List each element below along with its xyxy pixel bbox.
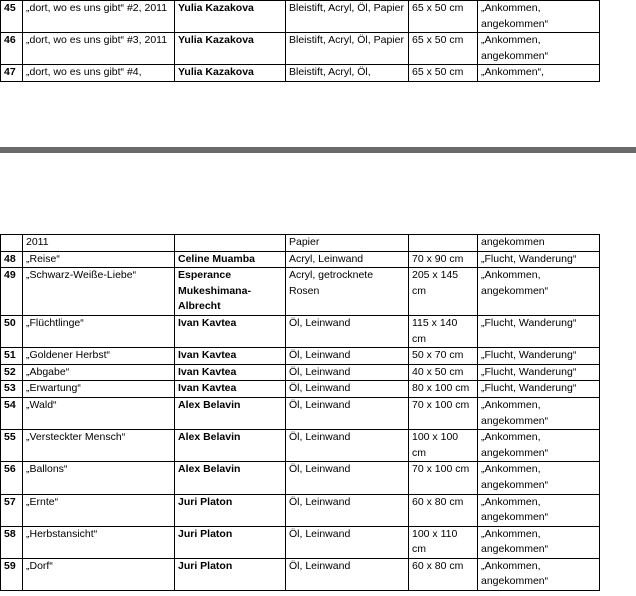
cell-technique: Acryl, Leinwand [286,251,409,268]
cell-artist: Ivan Kavtea [175,315,286,347]
cell-artist: Alex Belavin [175,397,286,429]
cell-number: 49 [1,268,23,316]
cell-size: 115 x 140 cm [409,315,478,347]
cell-title: „Ernte“ [23,494,175,526]
cell-technique: Acryl, getrocknete Rosen [286,268,409,316]
cell-title: 2011 [23,235,175,252]
cell-technique: Öl, Leinwand [286,364,409,381]
cell-number: 53 [1,381,23,398]
cell-theme: „Flucht, Wanderung“ [478,251,600,268]
cell-theme: „Ankommen, angekommen“ [478,430,600,462]
table-row [1,364,600,381]
cell-number: 57 [1,494,23,526]
cell-size: 70 x 100 cm [409,397,478,429]
cell-technique: Bleistift, Acryl, Öl, Papier [286,1,409,33]
cell-technique: Öl, Leinwand [286,381,409,398]
table-row [1,397,600,429]
cell-number: 48 [1,251,23,268]
cell-number: 55 [1,430,23,462]
table-row [1,462,600,494]
cell-technique: Öl, Leinwand [286,558,409,590]
cell-theme: „Ankommen, angekommen“ [478,494,600,526]
cell-theme: „Ankommen, angekommen“ [478,462,600,494]
cell-size: 65 x 50 cm [409,1,478,33]
cell-title: „Ballons“ [23,462,175,494]
cell-artist: Juri Platon [175,558,286,590]
cell-size: 40 x 50 cm [409,364,478,381]
cell-size: 100 x 100 cm [409,430,478,462]
cell-number: 51 [1,348,23,365]
cell-title: „Reise“ [23,251,175,268]
cell-theme: „Ankommen, angekommen“ [478,1,600,33]
table-row [1,494,600,526]
table-row [1,268,600,316]
cell-number: 45 [1,1,23,33]
cell-title: „Versteckter Mensch“ [23,430,175,462]
table-row [1,381,600,398]
cell-number: 59 [1,558,23,590]
cell-theme: „Flucht, Wanderung“ [478,364,600,381]
cell-number: 54 [1,397,23,429]
table-row [1,33,600,65]
table-row [1,315,600,347]
cell-title: „dort, wo es uns gibt“ #4, [23,65,175,82]
cell-technique: Bleistift, Acryl, Öl, [286,65,409,82]
cell-number: 56 [1,462,23,494]
cell-artist: Juri Platon [175,494,286,526]
cell-size: 65 x 50 cm [409,65,478,82]
cell-artist: Juri Platon [175,526,286,558]
cell-technique: Bleistift, Acryl, Öl, Papier [286,33,409,65]
cell-theme: „Ankommen“, [478,65,600,82]
cell-theme: „Ankommen, angekommen“ [478,33,600,65]
cell-technique: Öl, Leinwand [286,462,409,494]
table-row [1,348,600,365]
cell-technique: Öl, Leinwand [286,526,409,558]
cell-number: 47 [1,65,23,82]
table-row [1,430,600,462]
cell-title: „dort, wo es uns gibt“ #3, 2011 [23,33,175,65]
table-row [1,558,600,590]
cell-size: 60 x 80 cm [409,494,478,526]
cell-title: „dort, wo es uns gibt“ #2, 2011 [23,1,175,33]
cell-artist: Ivan Kavtea [175,364,286,381]
table-row-continuation [1,235,600,252]
cell-size: 65 x 50 cm [409,33,478,65]
cell-artist: Yulia Kazakova [175,33,286,65]
cell-title: „Goldener Herbst“ [23,348,175,365]
cell-theme: „Flucht, Wanderung“ [478,381,600,398]
page-break-divider [0,147,636,153]
cell-size: 100 x 110 cm [409,526,478,558]
cell-theme: „Ankommen, angekommen“ [478,268,600,316]
table-row [1,65,600,82]
cell-number: 58 [1,526,23,558]
cell-title: „Erwartung“ [23,381,175,398]
table-row [1,1,600,33]
cell-theme: „Ankommen, angekommen“ [478,526,600,558]
cell-title: „Herbstansicht“ [23,526,175,558]
cell-technique: Öl, Leinwand [286,430,409,462]
cell-theme: „Ankommen, angekommen“ [478,558,600,590]
cell-size: 80 x 100 cm [409,381,478,398]
cell-artist: Alex Belavin [175,462,286,494]
cell-technique: Öl, Leinwand [286,315,409,347]
cell-technique: Öl, Leinwand [286,348,409,365]
cell-theme: „Ankommen, angekommen“ [478,397,600,429]
cell-artist: Yulia Kazakova [175,65,286,82]
cell-title: „Dorf“ [23,558,175,590]
cell-technique: Öl, Leinwand [286,397,409,429]
cell-number: 52 [1,364,23,381]
cell-title: „Wald“ [23,397,175,429]
cell-title: „Flüchtlinge“ [23,315,175,347]
cell-size: 60 x 80 cm [409,558,478,590]
cell-size: 70 x 100 cm [409,462,478,494]
cell-artist: Ivan Kavtea [175,381,286,398]
cell-size: 70 x 90 cm [409,251,478,268]
cell-artist: Celine Muamba [175,251,286,268]
cell-theme: angekommen [478,235,600,252]
cell-theme: „Flucht, Wanderung“ [478,315,600,347]
cell-technique: Papier [286,235,409,252]
table-row [1,526,600,558]
cell-number: 46 [1,33,23,65]
table-row [1,251,600,268]
cell-artist: Alex Belavin [175,430,286,462]
cell-artist: Yulia Kazakova [175,1,286,33]
cell-size: 205 x 145 cm [409,268,478,316]
cell-artist: Ivan Kavtea [175,348,286,365]
cell-size [409,235,478,252]
cell-number [1,235,23,252]
cell-title: „Abgabe“ [23,364,175,381]
cell-artist [175,235,286,252]
cell-size: 50 x 70 cm [409,348,478,365]
cell-artist: Esperance Mukeshimana-Albrecht [175,268,286,316]
artwork-table-bottom [0,234,600,591]
cell-number: 50 [1,315,23,347]
cell-theme: „Flucht, Wanderung“ [478,348,600,365]
artwork-table-top [0,0,600,82]
cell-title: „Schwarz-Weiße-Liebe“ [23,268,175,316]
cell-technique: Öl, Leinwand [286,494,409,526]
